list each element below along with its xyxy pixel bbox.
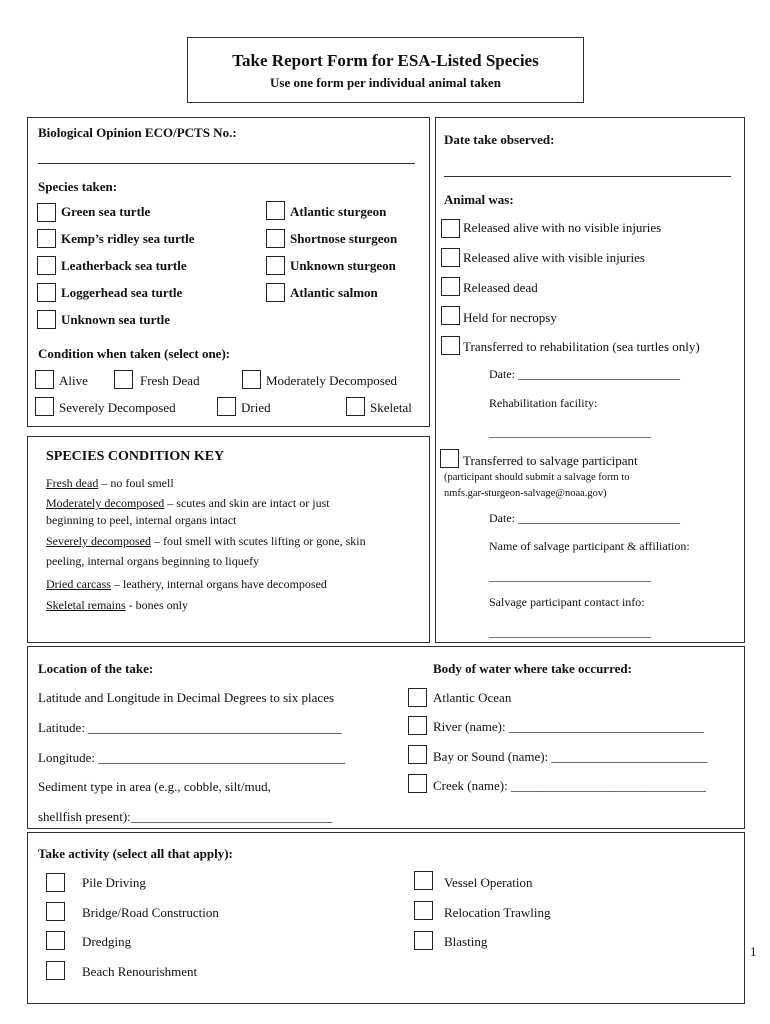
activity-checkbox-vessel-operation[interactable] [414,871,433,890]
disposition-checkbox-released-no-injuries[interactable] [441,219,460,238]
activity-checkbox-pile-driving[interactable] [46,873,65,892]
condition-option: Fresh Dead [140,373,200,388]
latitude-field[interactable]: Latitude: _______________________________________ [38,720,342,735]
disposition-checkbox-released-dead[interactable] [441,277,460,296]
condition-checkbox-fresh-dead[interactable] [114,370,133,389]
animal-was-label: Animal was: [444,192,514,207]
water-checkbox-bay-sound[interactable] [408,745,427,764]
location-desc: Latitude and Longitude in Decimal Degrees to six places [38,690,335,705]
disposition-checkbox-held-necropsy[interactable] [441,306,460,325]
species-option: Atlantic sturgeon [290,204,387,219]
salvage-name-field[interactable]: ___________________________ [489,569,651,583]
species-option: Loggerhead sea turtle [61,285,183,300]
condition-checkbox-severely-decomposed[interactable] [35,397,54,416]
condition-key-title: SPECIES CONDITION KEY [46,449,225,464]
form-subtitle: Use one form per individual animal taken [270,75,501,90]
form-title: Take Report Form for ESA-Listed Species [232,51,539,70]
condition-option: Severely Decomposed [59,400,176,415]
species-label: Species taken: [38,179,118,194]
activity-option: Bridge/Road Construction [82,905,219,920]
species-option: Shortnose sturgeon [290,231,398,246]
date-observed-label: Date take observed: [444,132,555,147]
condition-key-entry: Severely decomposed – foul smell with scutes lifting or gone, skin [46,534,366,548]
species-checkbox-shortnose-sturgeon[interactable] [266,229,285,248]
condition-option: Alive [59,373,88,388]
activity-option: Relocation Trawling [444,905,551,920]
species-checkbox-unknown-sea-turtle[interactable] [37,310,56,329]
species-checkbox-leatherback[interactable] [37,256,56,275]
salvage-name-label: Name of salvage participant & affiliation: [489,539,690,553]
activity-checkbox-relocation-trawling[interactable] [414,901,433,920]
salvage-date-field[interactable]: Date: ___________________________ [489,511,680,525]
water-checkbox-river[interactable] [408,716,427,735]
condition-checkbox-skeletal[interactable] [346,397,365,416]
date-observed-input-line[interactable] [444,176,731,177]
species-option: Leatherback sea turtle [61,258,187,273]
longitude-field[interactable]: Longitude: ______________________________________ [38,750,346,765]
condition-option: Skeletal [370,400,412,415]
activity-option: Pile Driving [82,875,146,890]
salvage-email: nmfs.gar-sturgeon-salvage@noaa.gov) [444,488,607,499]
sediment-label: Sediment type in area (e.g., cobble, silt/mud, [38,779,271,794]
rehab-facility-label: Rehabilitation facility: [489,396,598,410]
page-number: 1 [750,944,757,959]
water-option: Atlantic Ocean [433,690,512,705]
bio-opinion-label: Biological Opinion ECO/PCTS No.: [38,125,237,140]
species-checkbox-kemps-ridley[interactable] [37,229,56,248]
water-option[interactable]: River (name): ______________________________ [433,719,704,734]
water-option[interactable]: Bay or Sound (name): ________________________ [433,749,708,764]
water-option[interactable]: Creek (name): ______________________________ [433,778,706,793]
condition-checkbox-alive[interactable] [35,370,54,389]
condition-checkbox-dried[interactable] [217,397,236,416]
species-option: Atlantic salmon [290,285,378,300]
species-option: Unknown sturgeon [290,258,396,273]
species-checkbox-atlantic-sturgeon[interactable] [266,201,285,220]
condition-key-entry-cont: peeling, internal organs beginning to liquefy [46,554,260,568]
salvage-contact-label: Salvage participant contact info: [489,595,645,609]
disposition-option: Transferred to rehabilitation (sea turtles only) [463,339,700,354]
disposition-option: Released dead [463,280,538,295]
condition-option: Moderately Decomposed [266,373,398,388]
salvage-note: (participant should submit a salvage form to [444,472,630,483]
condition-key-entry: Skeletal remains - bones only [46,598,188,612]
activity-checkbox-beach-renourishment[interactable] [46,961,65,980]
condition-key-entry: Fresh dead – no foul smell [46,476,174,490]
salvage-option: Transferred to salvage participant [463,453,638,468]
disposition-checkbox-rehabilitation[interactable] [441,336,460,355]
condition-label: Condition when taken (select one): [38,346,231,361]
condition-checkbox-moderately-decomposed[interactable] [242,370,261,389]
species-checkbox-green-sea-turtle[interactable] [37,203,56,222]
species-checkbox-atlantic-salmon[interactable] [266,283,285,302]
sediment-field[interactable]: shellfish present):_______________________________ [38,809,333,824]
bio-opinion-input-line[interactable] [38,163,415,164]
location-title: Location of the take: [38,661,154,676]
species-option: Kemp’s ridley sea turtle [61,231,195,246]
condition-key-entry: Dried carcass – leathery, internal organs have decomposed [46,577,327,591]
water-title: Body of water where take occurred: [433,661,632,676]
species-option: Green sea turtle [61,204,151,219]
disposition-checkbox-released-injuries[interactable] [441,248,460,267]
condition-key-entry: Moderately decomposed – scutes and skin are intact or just [46,496,330,510]
rehab-date-field[interactable]: Date: ___________________________ [489,367,680,381]
disposition-option: Held for necropsy [463,310,557,325]
water-checkbox-creek[interactable] [408,774,427,793]
activity-checkbox-bridge-road[interactable] [46,902,65,921]
disposition-checkbox-salvage[interactable] [440,449,459,468]
species-option: Unknown sea turtle [61,312,171,327]
activity-option: Beach Renourishment [82,964,198,979]
condition-option: Dried [241,400,271,415]
activity-option: Dredging [82,934,132,949]
species-checkbox-unknown-sturgeon[interactable] [266,256,285,275]
activity-checkbox-blasting[interactable] [414,931,433,950]
activity-option: Blasting [444,934,488,949]
disposition-option: Released alive with no visible injuries [463,220,662,235]
species-checkbox-loggerhead[interactable] [37,283,56,302]
rehab-facility-field[interactable]: ___________________________ [489,425,651,439]
activity-checkbox-dredging[interactable] [46,931,65,950]
activity-option: Vessel Operation [444,875,533,890]
condition-key-entry-cont: beginning to peel, internal organs intact [46,513,237,527]
salvage-contact-field[interactable]: ___________________________ [489,625,651,639]
disposition-option: Released alive with visible injuries [463,250,645,265]
activity-title: Take activity (select all that apply): [38,846,233,861]
water-checkbox-atlantic-ocean[interactable] [408,688,427,707]
